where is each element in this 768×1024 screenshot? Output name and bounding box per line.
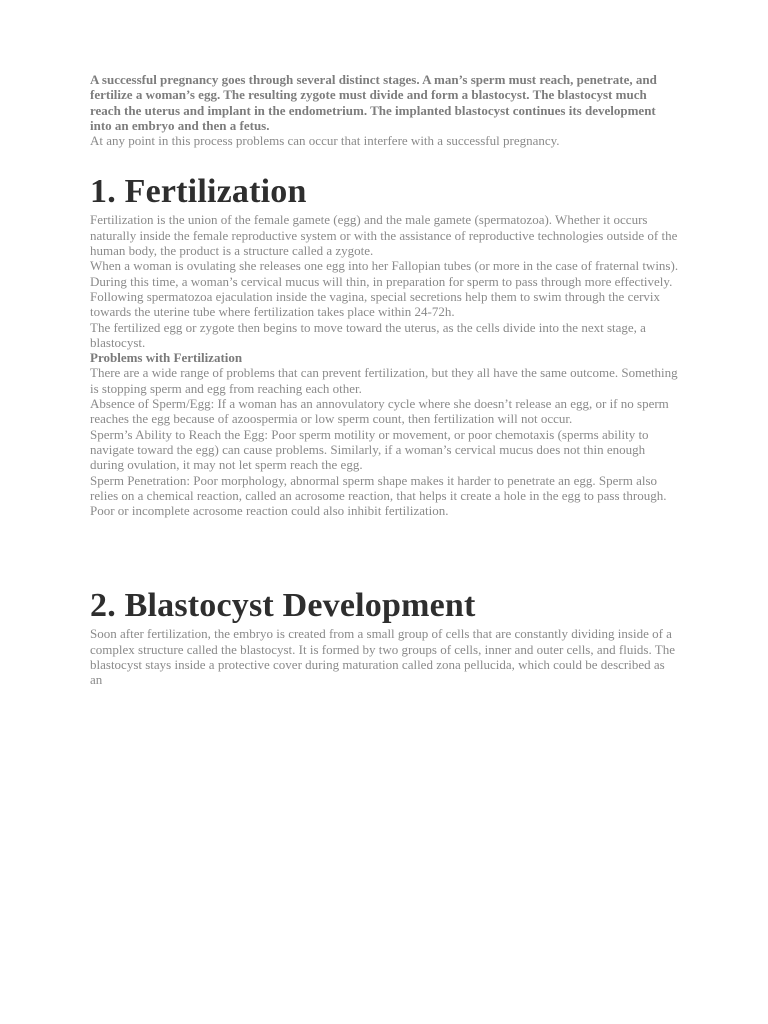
problem-absence-paragraph: Absence of Sperm/Egg: If a woman has an annovulatory cycle where she doesn’t release an egg, or if no sperm reaches the egg because of azoospermia or low sperm count, then fertilization will not occur. xyxy=(90,396,669,427)
problems-subheading: Problems with Fertilization xyxy=(90,350,243,366)
problem-reach-paragraph: Sperm’s Ability to Reach the Egg: Poor sperm motility or movement, or poor chemotaxis (sperms ability to navigate toward the egg) can cause problems. Similarly, if a woman’s cervical mucus does not thin enough during ovulation, it may not let sperm reach the egg. xyxy=(90,426,649,473)
problems-block xyxy=(90,350,680,396)
fertilization-paragraph-1: Fertilization is the union of the female gamete (egg) and the male gamete (spermatozoa). Whether it occurs naturally inside the female reproductive system or with the assistance of reproductive technologies outside of the human body, the product is a structure called a zygote. xyxy=(90,212,678,259)
section-heading-fertilization: 1. Fertilization xyxy=(90,173,307,211)
problem-penetration-paragraph: Sperm Penetration: Poor morphology, abnormal sperm shape makes it harder to penetrate an egg. Sperm also relies on a chemical reaction, called an acrosome reaction, that helps it create a hole in the egg to pass through. Poor or incomplete acrosome reaction could also inhibit fertilization. xyxy=(90,472,667,519)
problems-intro-text: There are a wide range of problems that can prevent fertilization, but they all have the same outcome. Something is stopping sperm and egg from reaching each other. xyxy=(90,365,678,396)
section-heading-blastocyst: 2. Blastocyst Development xyxy=(90,587,476,625)
intro-bold-paragraph: A successful pregnancy goes through several distinct stages. A man’s sperm must reach, penetrate, and fertilize a woman’s egg. The resulting zygote must divide and form a blastocyst. The blastocyst much reach the uterus and implant in the endometrium. The implanted blastocyst continues its development into an embryo and then a fetus. xyxy=(90,72,657,133)
fertilization-paragraph-3: Following spermatozoa ejaculation inside the vagina, special secretions help them to swim through the cervix towards the uterine tube where fertilization takes place within 24-72h. xyxy=(90,288,661,320)
fertilization-paragraph-4: The fertilized egg or zygote then begins to move toward the uterus, as the cells divide into the next stage, a blastocyst. xyxy=(90,319,646,350)
document-page xyxy=(90,72,680,688)
intro-plain-paragraph: At any point in this process problems can occur that interfere with a successful pregnancy. xyxy=(90,133,560,149)
blastocyst-paragraph-1: Soon after fertilization, the embryo is created from a small group of cells that are constantly dividing inside of a complex structure called the blastocyst. It is formed by two groups of cells, inner and outer cells, and fluids. The blastocyst stays inside a protective cover during maturation called zona pellucida, which could be described as an xyxy=(90,626,675,688)
fertilization-paragraph-2: When a woman is ovulating she releases one egg into her Fallopian tubes (or more in the case of fraternal twins). During this time, a woman’s cervical mucus will thin, in preparation for sperm to pass through more effectively. xyxy=(90,258,679,289)
